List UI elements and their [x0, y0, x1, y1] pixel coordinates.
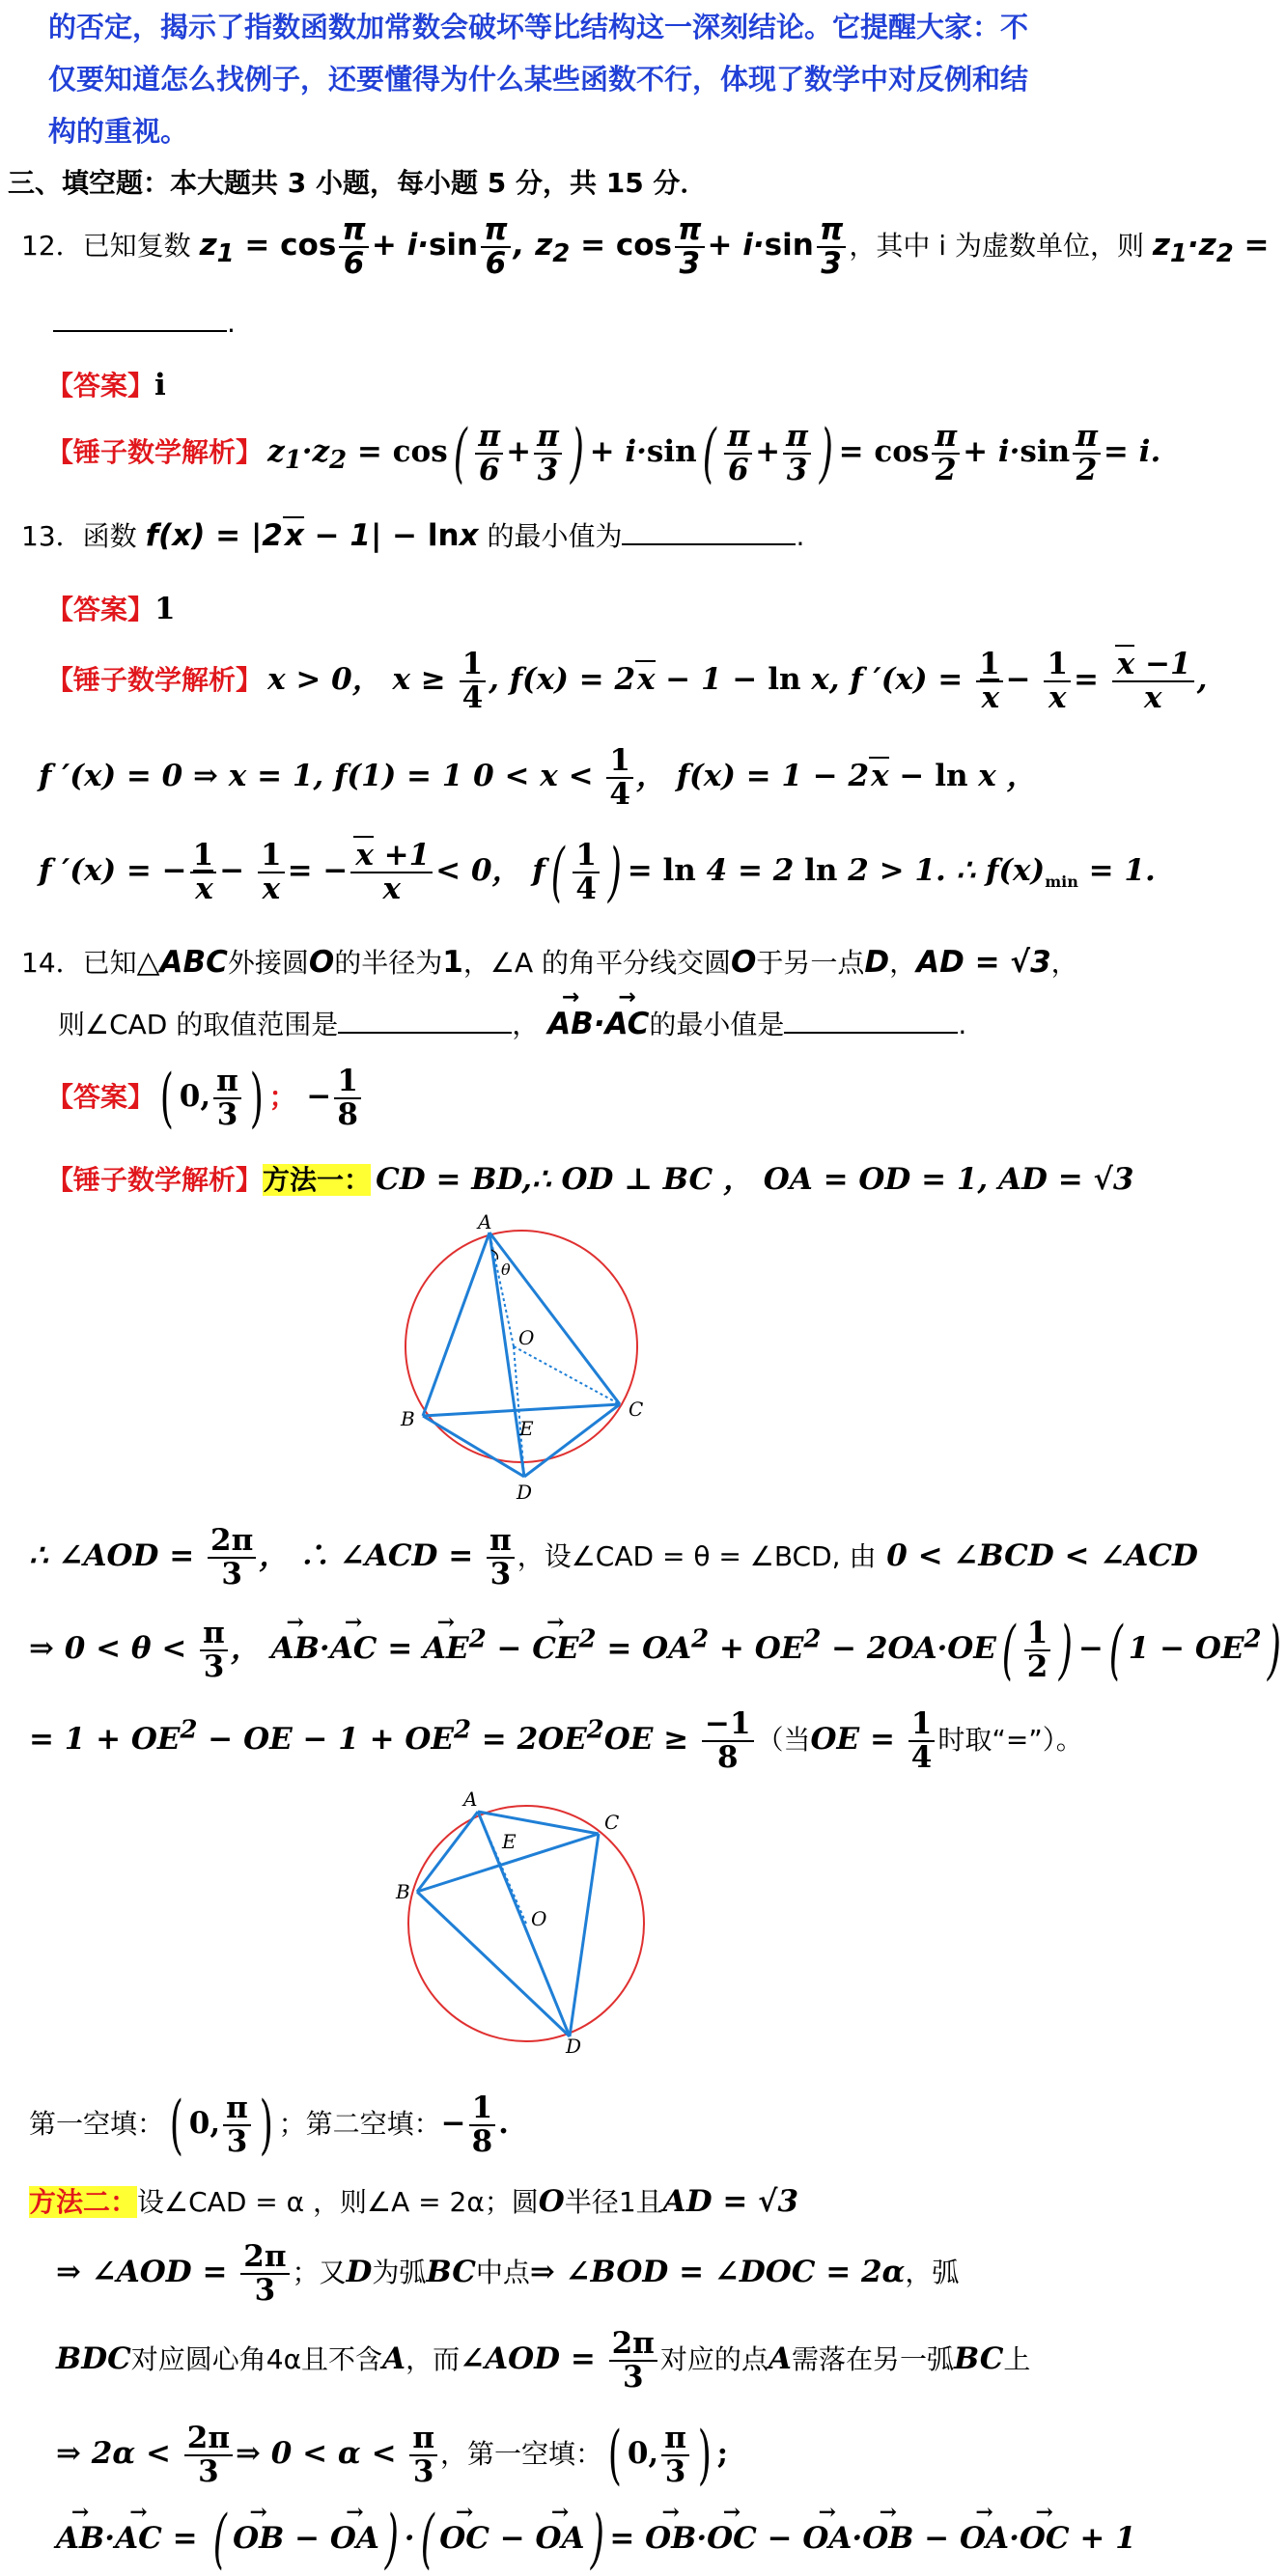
q14-text-d: ，∠A 的角平分线交圆 — [462, 947, 732, 979]
q14-sep: ； — [268, 1081, 296, 1114]
q13-answer: 1 — [154, 592, 176, 626]
intro-line-3: 构的重视。 — [48, 115, 189, 148]
analysis-tag: 【锤子数学解析】 — [46, 664, 264, 697]
m2-text-c: ；又 — [292, 2257, 347, 2289]
method1-tag: 方法一： — [263, 1164, 372, 1196]
q13-analysis-2: f ′(x) = 0 ⇒ x = 1, f(1) = 1 0 < x < $\frac{1}{4}$ ， f(x) = 1 − 2x − ln x ， — [39, 743, 1037, 812]
d1-label-b: B — [401, 1407, 415, 1430]
question-14-line-1: 14．已知△ABC外接圆O的半径为1，∠A 的角平分线交圆O于另一点D，AD = √3， — [21, 945, 1078, 980]
m2-text-g: 对应圆心角4α且不含 — [130, 2343, 383, 2376]
q12-answer-line — [46, 365, 166, 403]
intro-line-1: 的否定，揭示了指数函数加常数会破坏等比结构这一深刻结论。它提醒大家：不 — [48, 11, 1029, 43]
q12-blank: . — [53, 307, 236, 339]
question-13: 13．函数 f(x) = |2x − 1| − lnx 的最小值为 . — [21, 518, 805, 553]
d1-label-d: D — [517, 1481, 533, 1504]
d1-label-theta: θ — [501, 1260, 511, 1279]
second-fill-label: ；第二空填： — [278, 2108, 441, 2141]
sol-line-1: ∴ ∠AOD = $\frac{2\pi}{3}$ ， ∴ ∠ACD = $\frac{\pi}{3}$ ，设∠CAD = θ = ∠BCD, 由 0 < ∠BCD < ∠ACD — [29, 1523, 1198, 1592]
section-heading: 三、填空题：本大题共 3 小题，每小题 5 分，共 15 分． — [8, 167, 708, 199]
m2-text-e: 中点 — [475, 2257, 530, 2289]
sol-line-2: ⇒ 0 < θ < $\frac{\pi}{3}$ ， → AB·→ AC = → $AE^2$ − → $CE^2 = OA^2 + OE^2 - 2OA\cdot OE$( $\frac{1}{2}$ ) −( $1 - OE^2$) — [29, 1618, 1286, 1682]
d2-label-a: A — [463, 1787, 478, 1811]
first-fill-label: 第一空填： — [29, 2108, 165, 2141]
method2-tag: 方法二： — [29, 2186, 138, 2218]
circle-diagram-1 — [391, 1210, 652, 1504]
q14-text-a: 已知 — [82, 947, 137, 979]
intro-line-2: 仅要知道怎么找例子，还要懂得为什么某些函数不行，体现了数学中对反例和结 — [48, 63, 1029, 96]
d1-label-a: A — [478, 1210, 492, 1233]
m2-text-d: 为弧 — [372, 2257, 427, 2289]
m2-line-4: ⇒ 2α < $\frac{2\pi}{3}$ ⇒ 0 < α < $\frac{\pi}{3}$ ，第一空填：( 0, $\frac{\pi}{3}$ ) ; — [56, 2417, 729, 2492]
m2-text-b: 半径1且 — [564, 2186, 663, 2218]
q14-number: 14． — [21, 947, 83, 979]
d1-label-o: O — [518, 1326, 535, 1349]
m2-line-5: → AB·→ AC = (→ OB − → OA) ·(→ OC − → OA) = → OB·→ OC − → OA·→ OB − → OA·→ OC + 1 — [56, 2507, 1136, 2571]
q14-answer-line: 【答案】( 0, $\frac{\pi}{3}$ ) ； − $\frac{1}{8}$ — [46, 1066, 364, 1130]
d1-label-c: C — [629, 1398, 644, 1421]
q13-answer-line — [46, 589, 176, 627]
q14-text-b: 外接圆 — [227, 947, 309, 979]
m2-text-f: ，弧 — [905, 2257, 960, 2289]
q13-pre: 函数 — [82, 520, 137, 552]
q13-number: 13． — [21, 520, 83, 552]
q12-answer: i — [154, 368, 166, 402]
d2-label-e: E — [502, 1830, 517, 1853]
fill-line-1: 第一空填：( 0, $\frac{\pi}{3}$ ) ；第二空填：− $\frac{1}{8}$ . — [29, 2087, 509, 2162]
sol-line-3: = $1 + OE^2$ − OE − $1 + OE^2 = 2OE^2OE$ ≥ $\frac{-1}{8}$ （当OE = $\frac{1}{4}$ 时取“=”）。 — [29, 1706, 1083, 1775]
m2-text-k: 上 — [1003, 2343, 1031, 2376]
q12-mid: ，其中 i 为虚数单位，则 — [849, 230, 1144, 263]
m2-text-j: 需落在另一弧 — [791, 2343, 954, 2376]
m2-line-2: ⇒ ∠AOD = $\frac{2\pi}{3}$ ；又D为弧BC中点⇒ ∠BOD = ∠DOC = 2α，弧 — [56, 2239, 960, 2308]
m2-text-h: ，而 — [405, 2343, 461, 2376]
answer-tag: 【答案】 — [46, 1081, 155, 1114]
answer-tag: 【答案】 — [46, 370, 155, 402]
q14-text-c: 的半径为 — [334, 947, 443, 979]
q12-pre: 已知复数 — [82, 230, 191, 263]
sol-set-theta: ，设∠CAD = θ = ∠BCD, 由 — [517, 1540, 877, 1573]
q13-analysis-3: f ′(x) = − $\frac{1}{x}$ − $\frac{1}{x}$ = − $\frac{x +1}{x}$ < 0， f( $\frac{1}{4}$ ) = ln 4 = 2 ln 2 > 1. ∴ $f(x)_{min} = 1$. — [39, 834, 1156, 909]
d2-label-b: B — [396, 1880, 410, 1903]
q14-text-f: 则∠CAD 的取值范围是 — [58, 1009, 339, 1040]
analysis-tag: 【锤子数学解析】 — [46, 1164, 264, 1196]
question-12: 12．已知复数 $z_1 = \cos$ $\frac{\pi}{6}$ + i·sin $\frac{\pi}{6}$ , $z_2 = \cos$ $\frac{\pi}{3}$ + i·sin $\frac{\pi}{3}$ ，其中 i 为虚数单位，则 $z_1\cdot z_2$ = — [21, 212, 1270, 281]
q13-post: 的最小值为 — [487, 520, 623, 552]
q12-number: 12． — [21, 230, 83, 263]
d1-label-e: E — [519, 1417, 534, 1440]
d2-label-d: D — [566, 2035, 582, 2058]
circle-diagram-2 — [396, 1787, 657, 2058]
analysis-tag: 【锤子数学解析】 — [46, 436, 264, 469]
q14-text-g: 的最小值是 — [649, 1009, 785, 1040]
answer-tag: 【答案】 — [46, 594, 155, 625]
m2-text-i: 对应的点 — [659, 2343, 769, 2376]
q12-analysis: 【锤子数学解析】 $z_1\cdot z_2 = \cos$( $\frac{\pi}{6}$ + $\frac{\pi}{3}$ ) + i·sin( $\frac{\pi}{6}$ + $\frac{\pi}{3}$ ) = cos $\frac{\pi}{2}$ + i·sin $\frac{\pi}{2}$ = i. — [46, 415, 1161, 490]
q13-analysis-1: 【锤子数学解析】 x > 0， x ≥ $\frac{1}{4}$ , f(x) = 2x − 1 − ln x, f ′(x) = $\frac{1}{x}$ − $\frac{1}{x}$ = $\frac{x -1}{x}$ , — [46, 647, 1208, 715]
m2-text-a: 设∠CAD = α ，则∠A = 2α；圆 — [137, 2186, 539, 2218]
q14-analysis-1: 【锤子数学解析】方法一： CD = BD,∴ OD ⊥ BC ， OA = OD = 1, AD = √3 — [46, 1162, 1134, 1197]
m2-line-3: BDC对应圆心角4α且不含A，而∠AOD = $\frac{2\pi}{3}$ 对应的点A需落在另一弧BC上 — [56, 2326, 1031, 2395]
d2-label-c: C — [604, 1811, 620, 1834]
q12-formula: $z_1 = \cos$ $\frac{\pi}{6}$ + i·sin $\frac{\pi}{6}$ , $z_2 = \cos$ $\frac{\pi}{3}$ + i·sin $\frac{\pi}{3}$ — [200, 228, 850, 263]
sol-when: （当 — [756, 1724, 811, 1757]
m2-line-1: 方法二：设∠CAD = α ，则∠A = 2α；圆O半径1且AD = √3 — [29, 2184, 799, 2219]
question-14-line-2: 则∠CAD 的取值范围是 ， → AB·→ AC的最小值是 . — [58, 1004, 966, 1042]
d2-label-o: O — [531, 1907, 547, 1930]
sol-when2: 时取“=”）。 — [937, 1724, 1083, 1757]
m2-first-fill: ，第一空填： — [440, 2438, 603, 2471]
q14-text-e: 于另一点 — [756, 947, 865, 979]
